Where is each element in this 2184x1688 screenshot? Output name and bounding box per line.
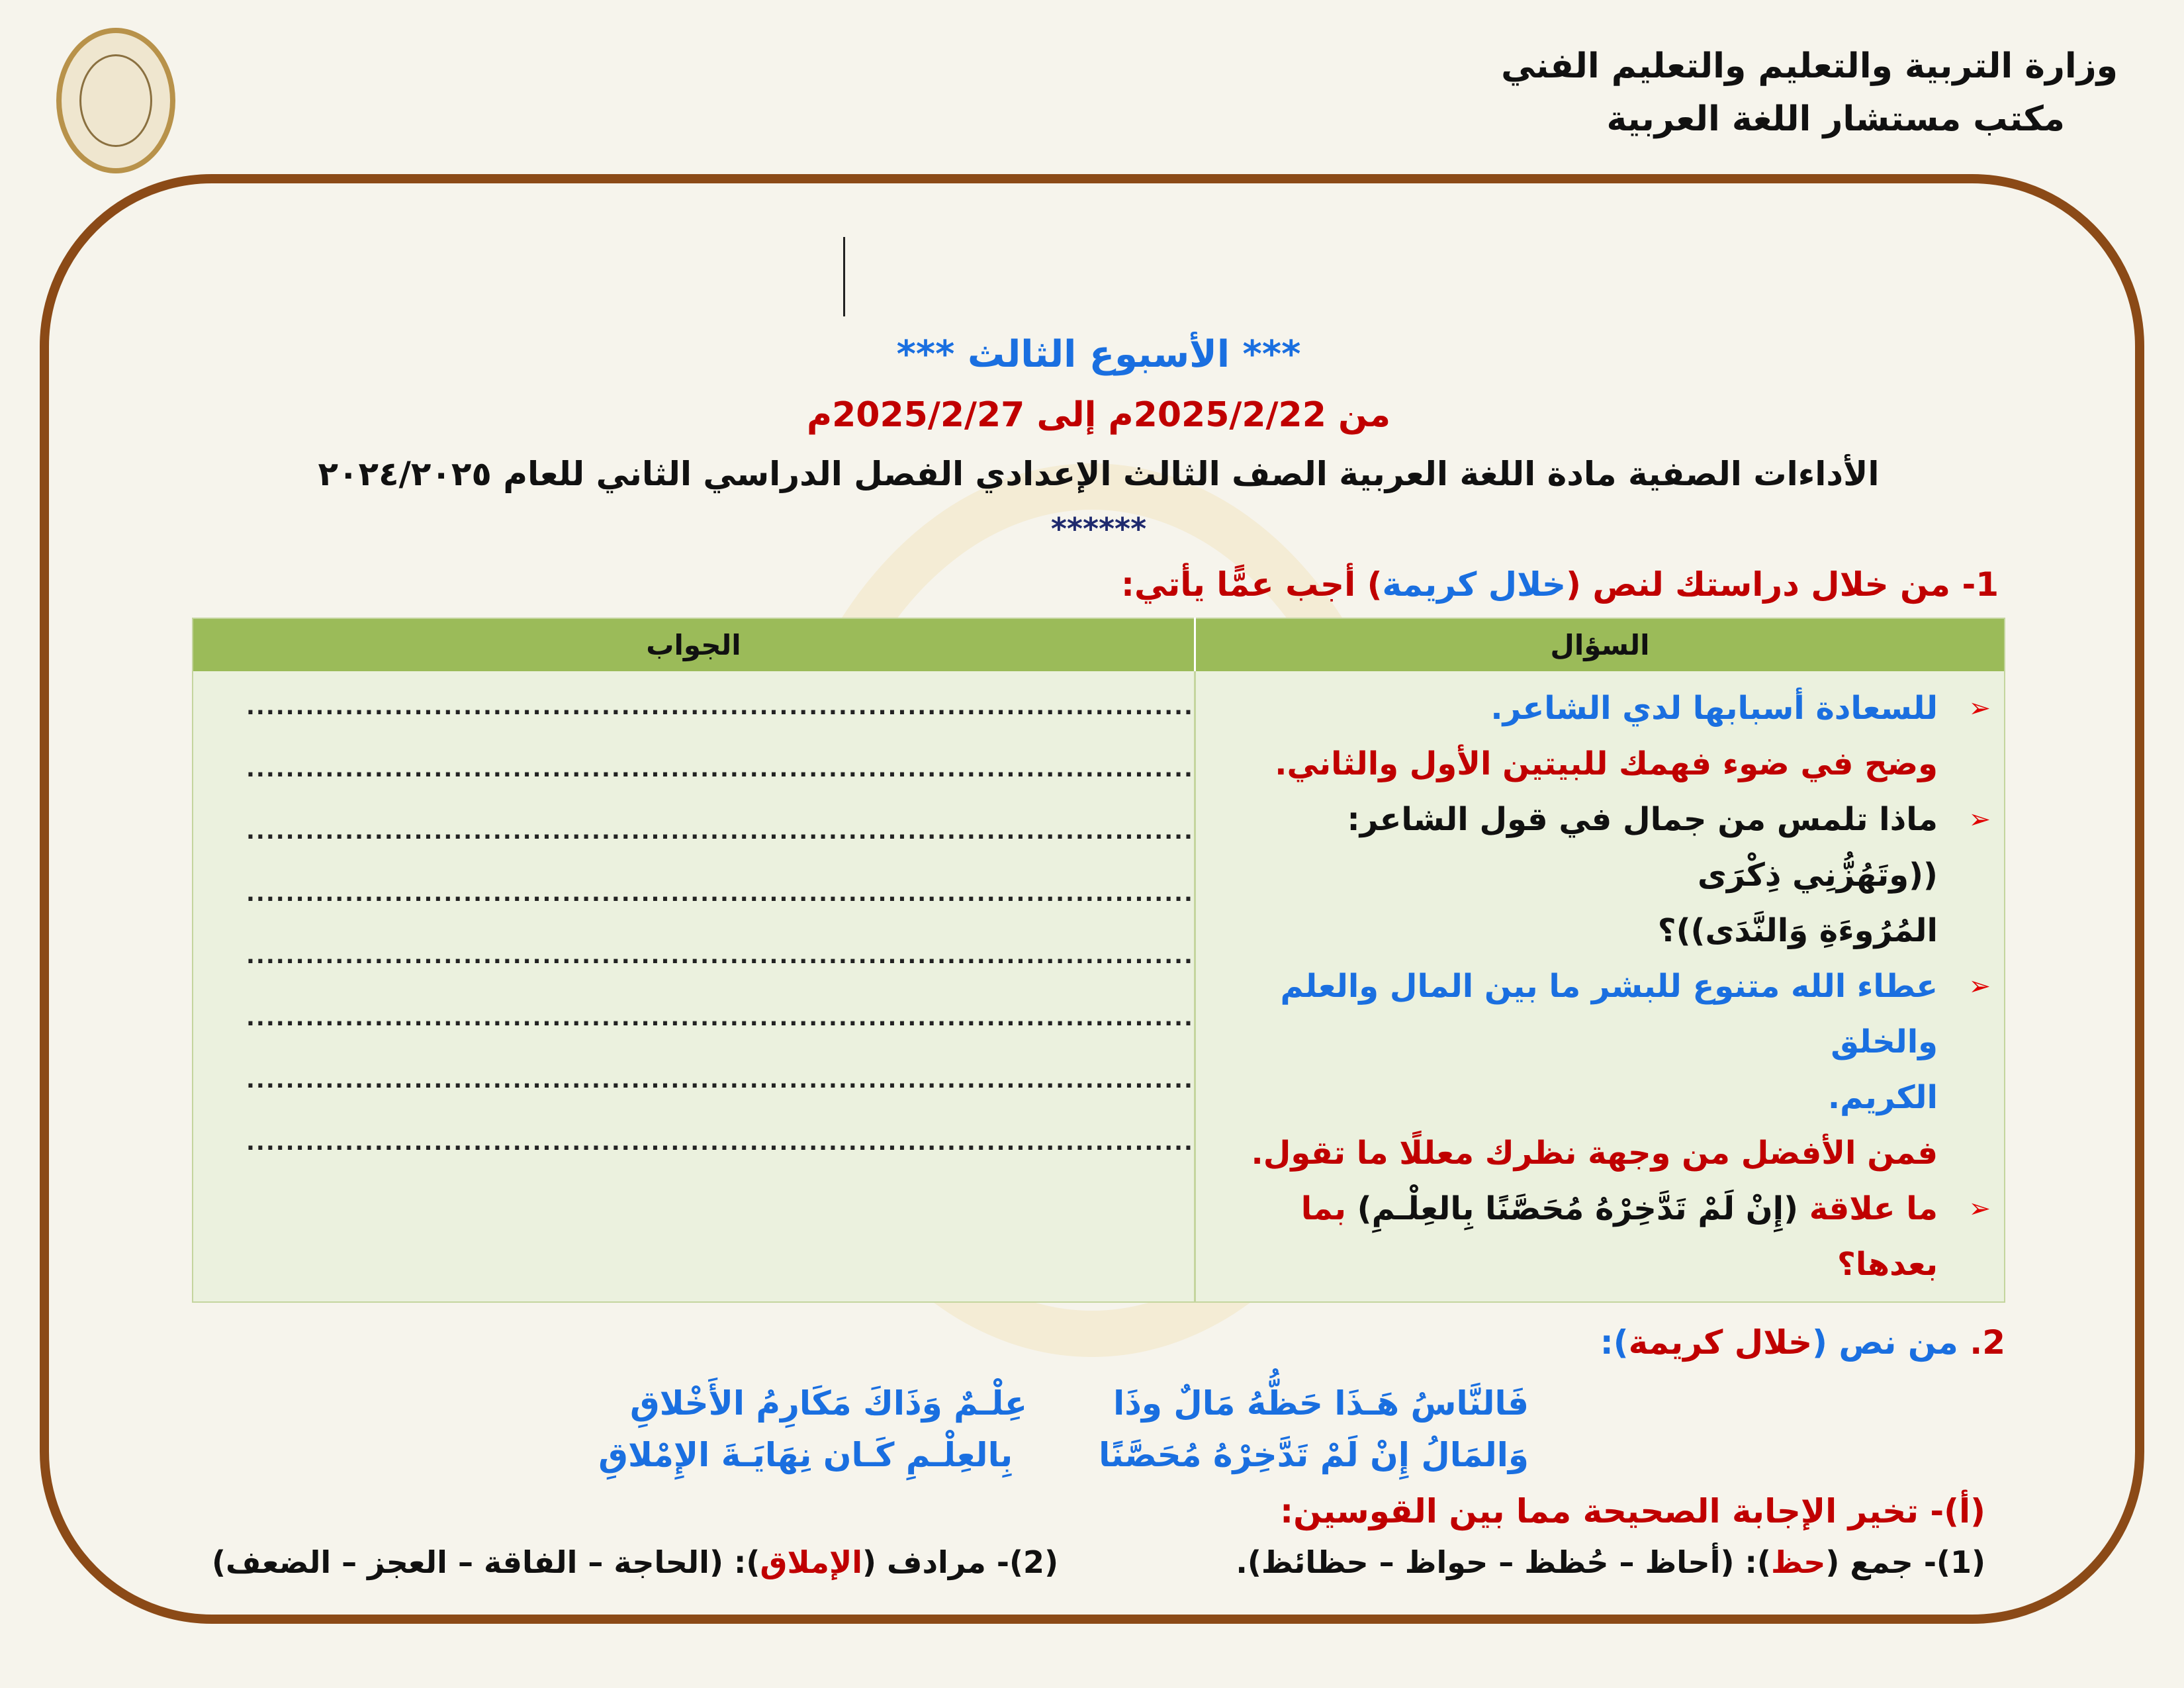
question-1-heading: 1- من خلال دراستك لنص (خلال كريمة) أجب عمًّا يأتي: — [1120, 565, 1999, 604]
answer-line[interactable]: ................................................................................................ — [246, 756, 1194, 783]
answer-line[interactable]: ................................................................................................ — [246, 943, 1194, 970]
question-2-heading: 2. من نص (خلال كريمة): — [1600, 1323, 2005, 1362]
header-question: السؤال — [1195, 618, 2005, 671]
arrow-bullet-icon: ➢ — [1968, 693, 1991, 724]
answer-line[interactable]: ................................................................................................ — [246, 1067, 1194, 1094]
poem-line-2 — [192, 1436, 1529, 1474]
question-line: المُرُوءَةِ وَالنَّدَى))؟ — [1657, 912, 1938, 950]
content — [192, 328, 2005, 1580]
ministry-name: وزارة التربية والتعليم والتعليم الفني — [1501, 46, 2118, 86]
arrow-bullet-icon: ➢ — [1968, 971, 1991, 1002]
question-cell — [1195, 671, 2005, 1302]
subject-title: الأداءات الصفية مادة اللغة العربية الصف الثالث الإعدادي الفصل الدراسي الثاني للعام ٢٠٢٤/٢٠٢٥ — [318, 454, 1880, 493]
page-header — [1501, 40, 2118, 146]
poem-line-2-second-hemistich: بِالعِلْـمِ كَـان نِهَايَـةَ الإِمْلاقِ — [598, 1435, 1013, 1474]
office-name: مكتب مستشار اللغة العربية — [1606, 99, 2065, 139]
answer-line[interactable]: ................................................................................................ — [246, 1129, 1194, 1156]
answer-cell[interactable] — [193, 671, 1195, 1302]
poem-line-2-first-hemistich: وَالمَالُ إِنْ لَمْ تَدَّخِرْهُ مُحَصَّنًا — [1099, 1435, 1529, 1474]
choice-item-1: (1)- جمع (حظ): (أحاظ – حُظظ – حواظ – حظائظ). — [1236, 1544, 1985, 1581]
header-answer: الجواب — [193, 618, 1195, 671]
answer-line[interactable]: ................................................................................................ — [246, 818, 1194, 845]
date-range: من 2025/2/22م إلى 2025/2/27م — [806, 395, 1391, 436]
answer-line[interactable]: ................................................................................................ — [246, 694, 1194, 721]
choose-heading: (أ)- تخير الإجابة الصحيحة مما بين القوسين: — [1280, 1491, 1985, 1530]
choice-item-2: (2)- مرادف (الإملاق): (الحاجة – الفاقة – العجز – الضعف) — [212, 1544, 1059, 1581]
arrow-bullet-icon: ➢ — [1968, 1194, 1991, 1225]
question-line: ➢ عطاء الله متنوع للبشر ما بين المال والعلم والخلق — [1196, 959, 2004, 1070]
question-line: ➢ للسعادة أسبابها لدي الشاعر. — [1196, 680, 2004, 736]
poem-line-1-first-hemistich: فَالنَّاسُ هَـذَا حَظُّهُ مَالٌ وذَا — [1113, 1383, 1529, 1423]
poem-line-1 — [192, 1384, 1529, 1423]
week-title: *** الأسبوع الثالث *** — [896, 333, 1301, 376]
stars-divider: ****** — [1050, 511, 1147, 547]
question-line: ➢ ما علاقة (إِنْ لَمْ تَدَّخِرْهُ مُحَصَّنًا بِالعِلْـمِ) بما بعدها؟ — [1196, 1181, 2004, 1292]
arrow-bullet-icon: ➢ — [1968, 804, 1991, 835]
question-line: الكريم. — [1827, 1079, 1938, 1117]
question-line: ➢ ماذا تلمس من جمال في قول الشاعر: ((وتَهُزُّنِي ذِكْرَى — [1196, 792, 2004, 903]
answer-line[interactable]: ................................................................................................ — [246, 880, 1194, 908]
questions-table — [192, 618, 2005, 1303]
ministry-logo — [56, 28, 175, 173]
question-line: وضح في ضوء فهمك للبيتين الأول والثاني. — [1275, 745, 1938, 783]
choices — [192, 1544, 2005, 1580]
poem — [192, 1384, 2005, 1474]
poem-line-1-second-hemistich: عِلْـمٌ وَذَاكَ مَكَارِمُ الأَخْلاقِ — [629, 1383, 1028, 1423]
text-cursor — [843, 237, 845, 316]
question-line: فمن الأفضل من وجهة نظرك معللًا ما تقول. — [1251, 1135, 1938, 1172]
answer-line[interactable]: ................................................................................................ — [246, 1005, 1194, 1032]
